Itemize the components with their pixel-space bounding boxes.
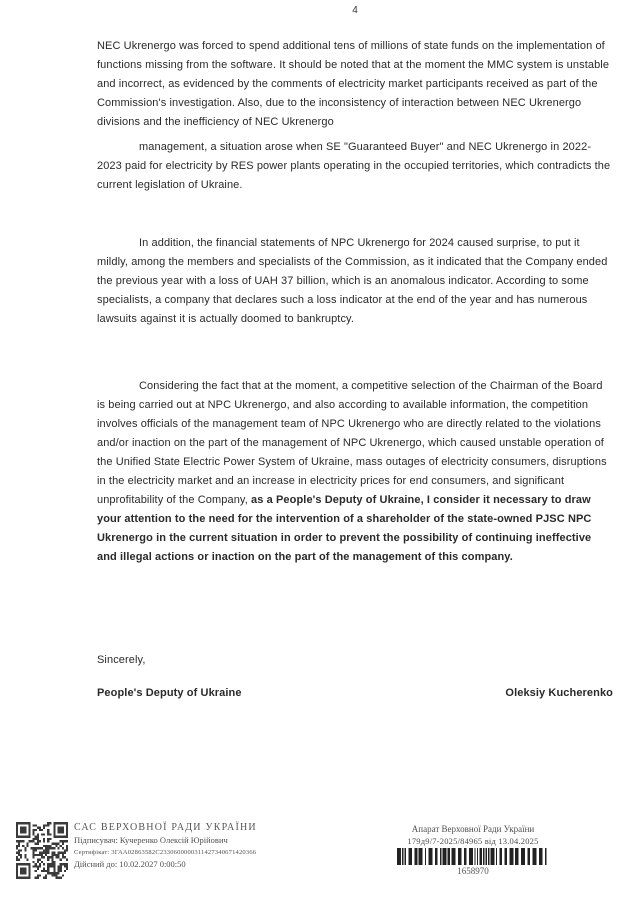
signer-title: People's Deputy of Ukraine	[97, 687, 242, 699]
barcode-number: 1658970	[457, 866, 489, 876]
stamp-org-line: САС ВЕРХОВНОЇ РАДИ УКРАЇНИ	[74, 822, 257, 833]
paragraph-1: NEC Ukrenergo was forced to spend additional tens of millions of state funds on the implementation of functions missing from the software. It should be noted that at the moment the MMC system is unstable and incorrect, as evidenced by the comments of electricity market participants received as part of the Commission's investigation. Also, due to the inconsistency of interaction between NEC Ukrenergo divisions and the inefficiency of NEC Ukrenergo	[97, 40, 610, 128]
barcode	[397, 848, 549, 865]
registration-org: Апарат Верховної Ради України	[411, 824, 535, 834]
stamp-cert-line: Сертифікат: 3ГАА02863582С2330600000311427340671420366	[74, 848, 257, 856]
signer-name: Oleksiy Kucherenko	[505, 687, 613, 699]
stamp-signer-line: Підписувач: Кучеренко Олексій Юрійович	[74, 835, 228, 845]
digital-signature-stamp	[74, 822, 354, 873]
signature-row	[97, 684, 613, 703]
paragraph-3: In addition, the financial statements of NPC Ukrenergo for 2024 caused surprise, to put it mildly, among the members and specialists of the Commission, as it indicated that the Company ended the previous year with a loss of UAH 37 billion, which is an anomalous indicator. According to some specialists, a company that declares such a loss indicator at the end of the year and has numerous lawsuits against it is actually doomed to bankruptcy.	[97, 237, 608, 325]
document-body	[97, 37, 613, 703]
registration-block	[366, 824, 580, 876]
qr-code	[16, 822, 68, 879]
stamp-valid-line: Дійсний до: 10.02.2027 0:00:50	[74, 859, 186, 869]
paragraph-4	[97, 377, 613, 567]
closing-line: Sincerely,	[97, 654, 146, 666]
registration-doc-number: 179д9/7-2025/84965 від 13.04.2025	[407, 836, 539, 846]
paragraph-2: management, a situation arose when SE "Guaranteed Buyer" and NEC Ukrenergo in 2022-2023 paid for electricity by RES power plants operating in the occupied territories, which contradicts the current legislation of Ukraine.	[97, 141, 611, 191]
qr-code-svg	[16, 822, 68, 879]
paragraph-4-normal-text: Considering the fact that at the moment, a competitive selection of the Chairman of the Board is being carried out at NPC Ukrenergo, and also according to available information, the competition involves officials of the management team of NPC Ukrenergo who are directly related to the violations and/or inaction on the part of the management of NPC Ukrenergo, which caused unstable operation of the Unified State Electric Power System of Ukraine, mass outages of electricity consumers, disruptions in the electricity market and an increase in electricity prices for end consumers, and significant unprofitability of the Company,	[97, 380, 607, 506]
paragraph-4-bold-text: as a People's Deputy of Ukraine, I consider it necessary to draw your attention to the need for the intervention of a shareholder of the state-owned PJSC NPC Ukrenergo in the current situation in order to prevent the possibility of continuing ineffective and illegal actions or inaction on the part of the management of this company.	[97, 494, 592, 563]
page-number: 4	[352, 5, 358, 16]
